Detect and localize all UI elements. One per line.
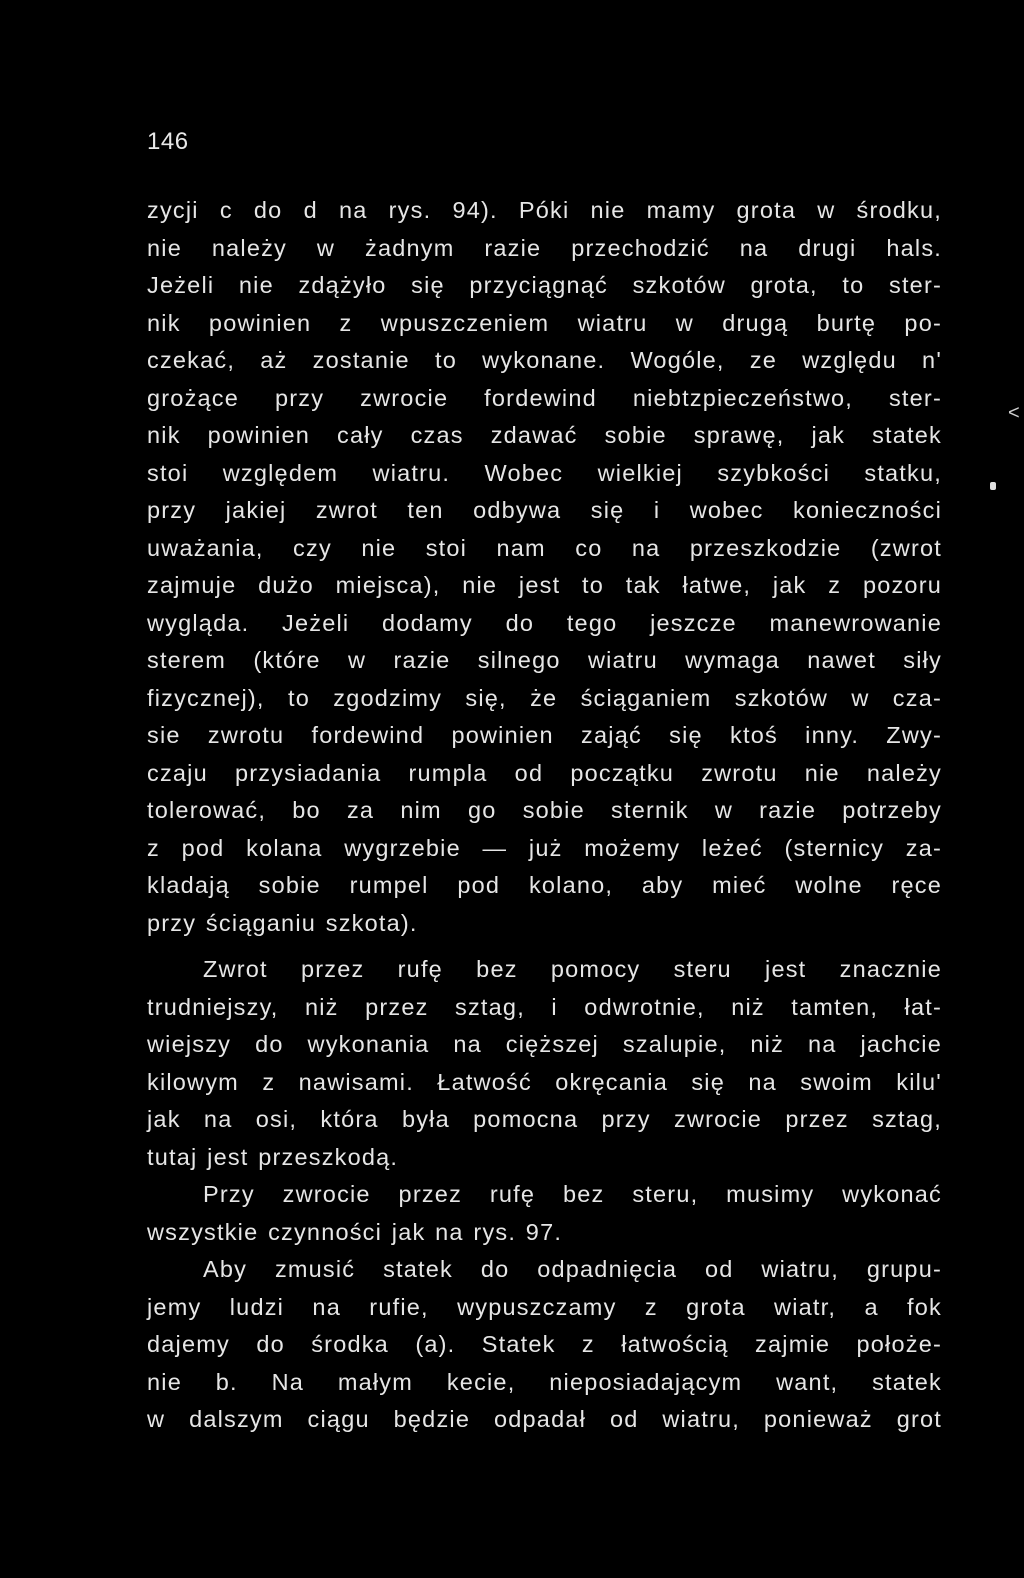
- margin-dot-mark: [990, 482, 996, 490]
- text-line: wszystkie czynności jak na rys. 97.: [147, 1218, 563, 1245]
- text-line: kilowym z nawisami. Łatwość okręcania się na swoim kilu': [147, 1068, 942, 1095]
- text-line: tolerować, bo za nim go sobie sternik w razie potrzeby: [147, 797, 942, 823]
- text-line: tutaj jest przeszkodą.: [147, 1143, 399, 1170]
- text-line: stoi względem wiatru. Wobec wielkiej szybkości statku,: [147, 459, 942, 486]
- text-line: Aby zmusić statek do odpadnięcia od wiatru, grupu-: [203, 1256, 942, 1282]
- paragraph-2: [147, 951, 942, 1176]
- text-line: jemy ludzi na rufie, wypuszczamy z grota wiatr, a fok: [147, 1293, 942, 1320]
- text-line: w dalszym ciągu będzie odpadał od wiatru, ponieważ grot: [147, 1406, 942, 1432]
- text-line: nie należy w żadnym razie przechodzić na drugi hals.: [147, 234, 942, 261]
- body-text: [147, 192, 942, 1439]
- text-line: przy ściąganiu szkota).: [147, 909, 418, 936]
- text-line: nik powinien cały czas zdawać sobie sprawę, jak statek: [147, 422, 942, 448]
- text-line: kladają sobie rumpel pod kolano, aby mieć wolne ręce: [147, 872, 942, 898]
- text-line: Przy zwrocie przez rufę bez steru, musimy wykonać: [203, 1181, 942, 1207]
- text-line: z pod kolana wygrzebie — już możemy leżeć (sternicy za-: [147, 834, 942, 861]
- text-line: czaju przysiadania rumpla od początku zwrotu nie należy: [147, 759, 942, 786]
- text-line: jak na osi, która była pomocna przy zwrocie przez sztag,: [147, 1106, 942, 1132]
- text-line: grożące przy zwrocie fordewind niebtzpieczeństwo, ster-: [147, 384, 942, 411]
- text-line: czekać, aż zostanie to wykonane. Wogóle, ze względu n': [147, 347, 942, 373]
- text-line: przy jakiej zwrot ten odbywa się i wobec konieczności: [147, 497, 942, 523]
- text-line: nik powinien z wpuszczeniem wiatru w drugą burtę po-: [147, 309, 942, 336]
- paragraph-4: [147, 1251, 942, 1439]
- margin-chevron-mark: <: [1008, 402, 1020, 424]
- text-line: uważania, czy nie stoi nam co na przeszkodzie (zwrot: [147, 534, 942, 561]
- text-line: dajemy do środka (a). Statek z łatwością zajmie położe-: [147, 1331, 942, 1357]
- text-line: sie zwrotu fordewind powinien zająć się ktoś inny. Zwy-: [147, 722, 942, 748]
- text-line: nie b. Na małym kecie, nieposiadającym want, statek: [147, 1368, 942, 1395]
- text-line: sterem (które w razie silnego wiatru wymaga nawet siły: [147, 647, 942, 673]
- text-line: zycji c do d na rys. 94). Póki nie mamy grota w środku,: [147, 197, 942, 223]
- text-line: wygląda. Jeżeli dodamy do tego jeszcze manewrowanie: [147, 609, 942, 636]
- page-number: 146: [147, 128, 189, 155]
- text-line: fizycznej), to zgodzimy się, że ściąganiem szkotów w cza-: [147, 684, 942, 711]
- text-line: wiejszy do wykonania na cięższej szalupie, niż na jachcie: [147, 1031, 942, 1057]
- paragraph-gap: [147, 942, 942, 951]
- paragraph-1: [147, 192, 942, 942]
- text-line: Zwrot przez rufę bez pomocy steru jest znacznie: [203, 956, 942, 982]
- text-line: Jeżeli nie zdążyło się przyciągnąć szkotów grota, to ster-: [147, 272, 942, 298]
- paragraph-3: [147, 1176, 942, 1251]
- text-line: trudniejszy, niż przez sztag, i odwrotnie, niż tamten, łat-: [147, 993, 942, 1020]
- text-line: zajmuje dużo miejsca), nie jest to tak łatwe, jak z pozoru: [147, 572, 942, 598]
